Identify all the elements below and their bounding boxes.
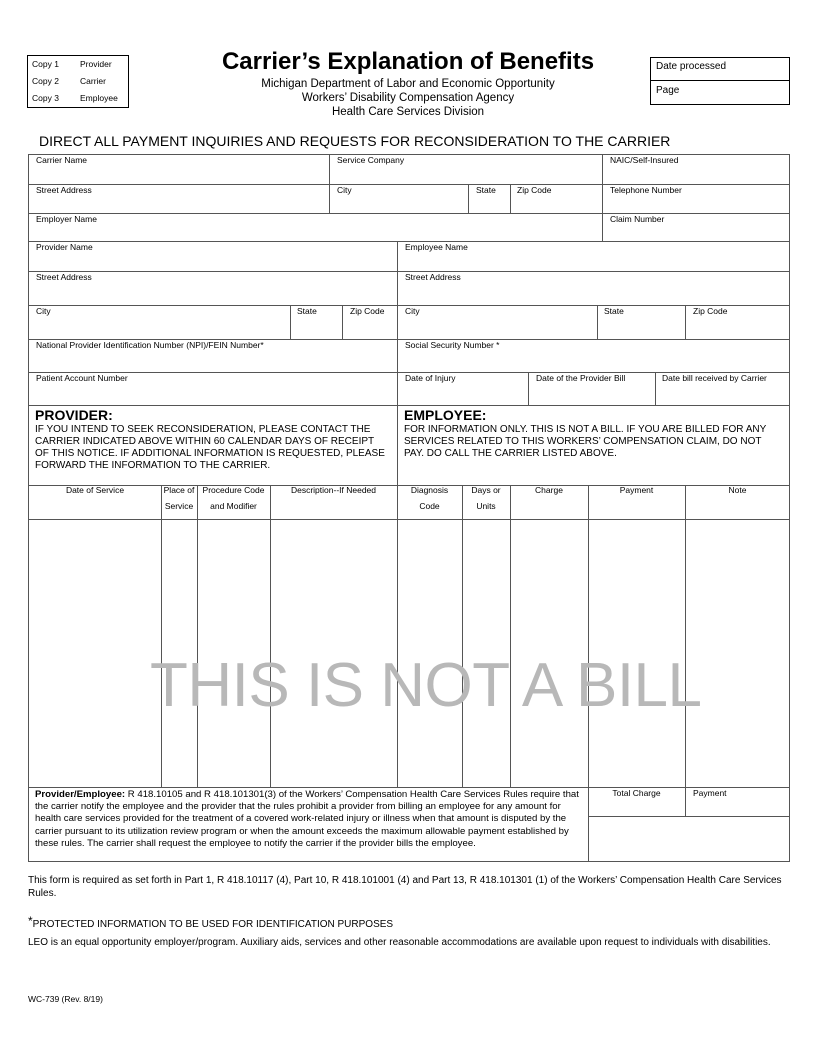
copy-distribution-box — [27, 55, 129, 108]
provider-name-field[interactable] — [29, 242, 396, 270]
col-procedure-line1: Procedure Code — [202, 485, 265, 495]
copy-1-label: Copy 1 — [32, 59, 59, 69]
ssn-label: Social Security Number * — [405, 340, 500, 350]
col-place-of-service-line1: Place of — [163, 485, 195, 495]
carrier-zip-label: Zip Code — [517, 185, 552, 195]
eeo-statement: LEO is an equal opportunity employer/program. Auxiliary aids, services and other reasonable accommodations are available upon request to individuals with disabilities. — [28, 937, 771, 948]
employee-zip-label: Zip Code — [693, 306, 728, 316]
date-of-injury-field[interactable] — [398, 373, 527, 404]
page-label: Page — [656, 85, 680, 96]
total-charge-field[interactable] — [589, 788, 684, 815]
claim-number-label: Claim Number — [610, 214, 665, 224]
department-name: Michigan Department of Labor and Economic Opportunity — [261, 78, 555, 90]
provider-state-label: State — [297, 306, 317, 316]
date-of-injury-label: Date of Injury — [405, 373, 456, 383]
carrier-telephone-field[interactable] — [603, 185, 789, 212]
protected-info-asterisk: * — [28, 914, 33, 928]
total-payment-field[interactable] — [686, 788, 789, 815]
col-procedure-line2: and Modifier — [210, 501, 257, 511]
carrier-name-label: Carrier Name — [36, 155, 88, 165]
employee-city-field[interactable] — [398, 306, 596, 338]
employee-state-label: State — [604, 306, 624, 316]
employee-notice-heading: EMPLOYEE: — [404, 407, 487, 423]
payment-inquiry-directive: DIRECT ALL PAYMENT INQUIRIES AND REQUESTS FOR RECONSIDERATION TO THE CARRIER — [39, 133, 671, 149]
copy-2-label: Copy 2 — [32, 76, 59, 86]
col-days-line1: Days or — [471, 485, 501, 495]
provider-street-address-label: Street Address — [36, 272, 92, 282]
provider-state-field[interactable] — [291, 306, 341, 338]
col-diagnosis-line1: Diagnosis — [410, 485, 449, 495]
employee-zip-field[interactable] — [686, 306, 789, 338]
provider-zip-label: Zip Code — [350, 306, 385, 316]
form-id: WC-739 (Rev. 8/19) — [28, 994, 103, 1004]
provider-city-label: City — [36, 306, 51, 316]
npi-fein-label: National Provider Identification Number (NPI)/FEIN Number* — [36, 340, 264, 350]
provider-notice-text: IF YOU INTEND TO SEEK RECONSIDERATION, PLEASE CONTACT THE CARRIER INDICATED ABOVE WITHIN 60 CALENDAR DAYS OF RECEIPT OF THIS NOTICE. IF ADDITIONAL INFORMATION IS REQUESTED, PLEASE FORWARD THE INFORMATION TO THE CARRIER. — [35, 424, 385, 471]
carrier-name-field[interactable] — [29, 155, 328, 183]
date-processed-label: Date processed — [656, 61, 727, 72]
carrier-state-label: State — [476, 185, 496, 195]
employee-street-address-label: Street Address — [405, 272, 461, 282]
form-title: Carrier’s Explanation of Benefits — [221, 48, 595, 75]
copy-2-recipient: Carrier — [80, 76, 106, 86]
carrier-street-address-field[interactable] — [29, 185, 328, 212]
copy-1-recipient: Provider — [80, 59, 112, 69]
page-field[interactable] — [651, 81, 789, 104]
carrier-city-field[interactable] — [330, 185, 467, 212]
rules-notice — [35, 789, 581, 850]
col-date-of-service: Date of Service — [65, 485, 125, 495]
npi-fein-field[interactable] — [29, 340, 396, 371]
claim-number-field[interactable] — [603, 214, 789, 240]
employee-street-address-field[interactable] — [398, 272, 789, 304]
provider-notice-heading: PROVIDER: — [35, 407, 113, 423]
col-payment: Payment — [619, 485, 654, 495]
employee-name-field[interactable] — [398, 242, 789, 270]
protected-info-text: PROTECTED INFORMATION TO BE USED FOR IDENTIFICATION PURPOSES — [32, 919, 394, 930]
col-note: Note — [728, 485, 747, 495]
employer-name-label: Employer Name — [36, 214, 97, 224]
naic-self-insured-field[interactable] — [603, 155, 789, 183]
copy-3-recipient: Employee — [80, 93, 118, 103]
service-company-field[interactable] — [330, 155, 601, 183]
carrier-zip-field[interactable] — [511, 185, 601, 212]
rules-notice-text: R 418.10105 and R 418.101301(3) of the Workers’ Compensation Health Care Services Rules require that the carrier notify the employee and the provider that the rules prohibit a provider from billing an employee for any amount for health care services provided for the treatment of a covered work-related injury or illness when that amount is disputed by the carrier pursuant to its utilization review program or when the amount exceeds the maximum allowable payment established by these rules. The carrier shall request the employee to notify the carrier if the provider bills the employee. — [35, 789, 579, 849]
employee-state-field[interactable] — [598, 306, 684, 338]
carrier-state-field[interactable] — [469, 185, 509, 212]
carrier-street-address-label: Street Address — [36, 185, 92, 195]
provider-zip-field[interactable] — [343, 306, 396, 338]
col-days-line2: Units — [476, 501, 496, 511]
provider-name-label: Provider Name — [36, 242, 93, 252]
col-place-of-service-line2: Service — [164, 501, 194, 511]
employee-name-label: Employee Name — [405, 242, 468, 252]
col-charge: Charge — [535, 485, 563, 495]
col-description: Description--If Needed — [290, 485, 377, 495]
ssn-field[interactable] — [398, 340, 789, 371]
col-diagnosis-line2: Code — [419, 501, 440, 511]
service-company-label: Service Company — [337, 155, 405, 165]
date-bill-received-label: Date bill received by Carrier — [662, 373, 767, 383]
agency-name: Workers’ Disability Compensation Agency — [301, 92, 515, 104]
form-requirement-text: This form is required as set forth in Part 1, R 418.10117 (4), Part 10, R 418.101001 (4) and Part 13, R 418.101301 (1) of the Workers’ Compensation Health Care Services Rules. — [28, 875, 782, 899]
rules-notice-heading: Provider/Employee: — [35, 789, 126, 800]
date-bill-received-field[interactable] — [656, 373, 789, 404]
processing-info-box — [650, 57, 790, 105]
total-charge-label: Total Charge — [612, 788, 661, 798]
employee-city-label: City — [405, 306, 420, 316]
date-provider-bill-label: Date of the Provider Bill — [536, 373, 626, 383]
services-table-body[interactable] — [29, 520, 789, 786]
carrier-telephone-label: Telephone Number — [610, 185, 682, 195]
date-processed-field[interactable] — [651, 58, 789, 80]
total-payment-label: Payment — [693, 788, 727, 798]
protected-info-note — [28, 915, 393, 931]
employee-notice-text: FOR INFORMATION ONLY. THIS IS NOT A BILL. IF YOU ARE BILLED FOR ANY SERVICES RELATED TO THIS WORKERS’ COMPENSATION CLAIM, DO NOT PAY. DO CALL THE CARRIER LISTED ABOVE. — [404, 424, 767, 459]
naic-self-insured-label: NAIC/Self-Insured — [610, 155, 679, 165]
division-name: Health Care Services Division — [331, 106, 485, 118]
copy-3-label: Copy 3 — [32, 93, 59, 103]
employer-name-field[interactable] — [29, 214, 601, 240]
carrier-city-label: City — [337, 185, 352, 195]
date-provider-bill-field[interactable] — [529, 373, 654, 404]
patient-account-label: Patient Account Number — [36, 373, 128, 383]
provider-city-field[interactable] — [29, 306, 289, 338]
provider-street-address-field[interactable] — [29, 272, 396, 304]
patient-account-field[interactable] — [29, 373, 396, 404]
not-a-bill-watermark: THIS IS NOT A BILL — [150, 651, 702, 720]
